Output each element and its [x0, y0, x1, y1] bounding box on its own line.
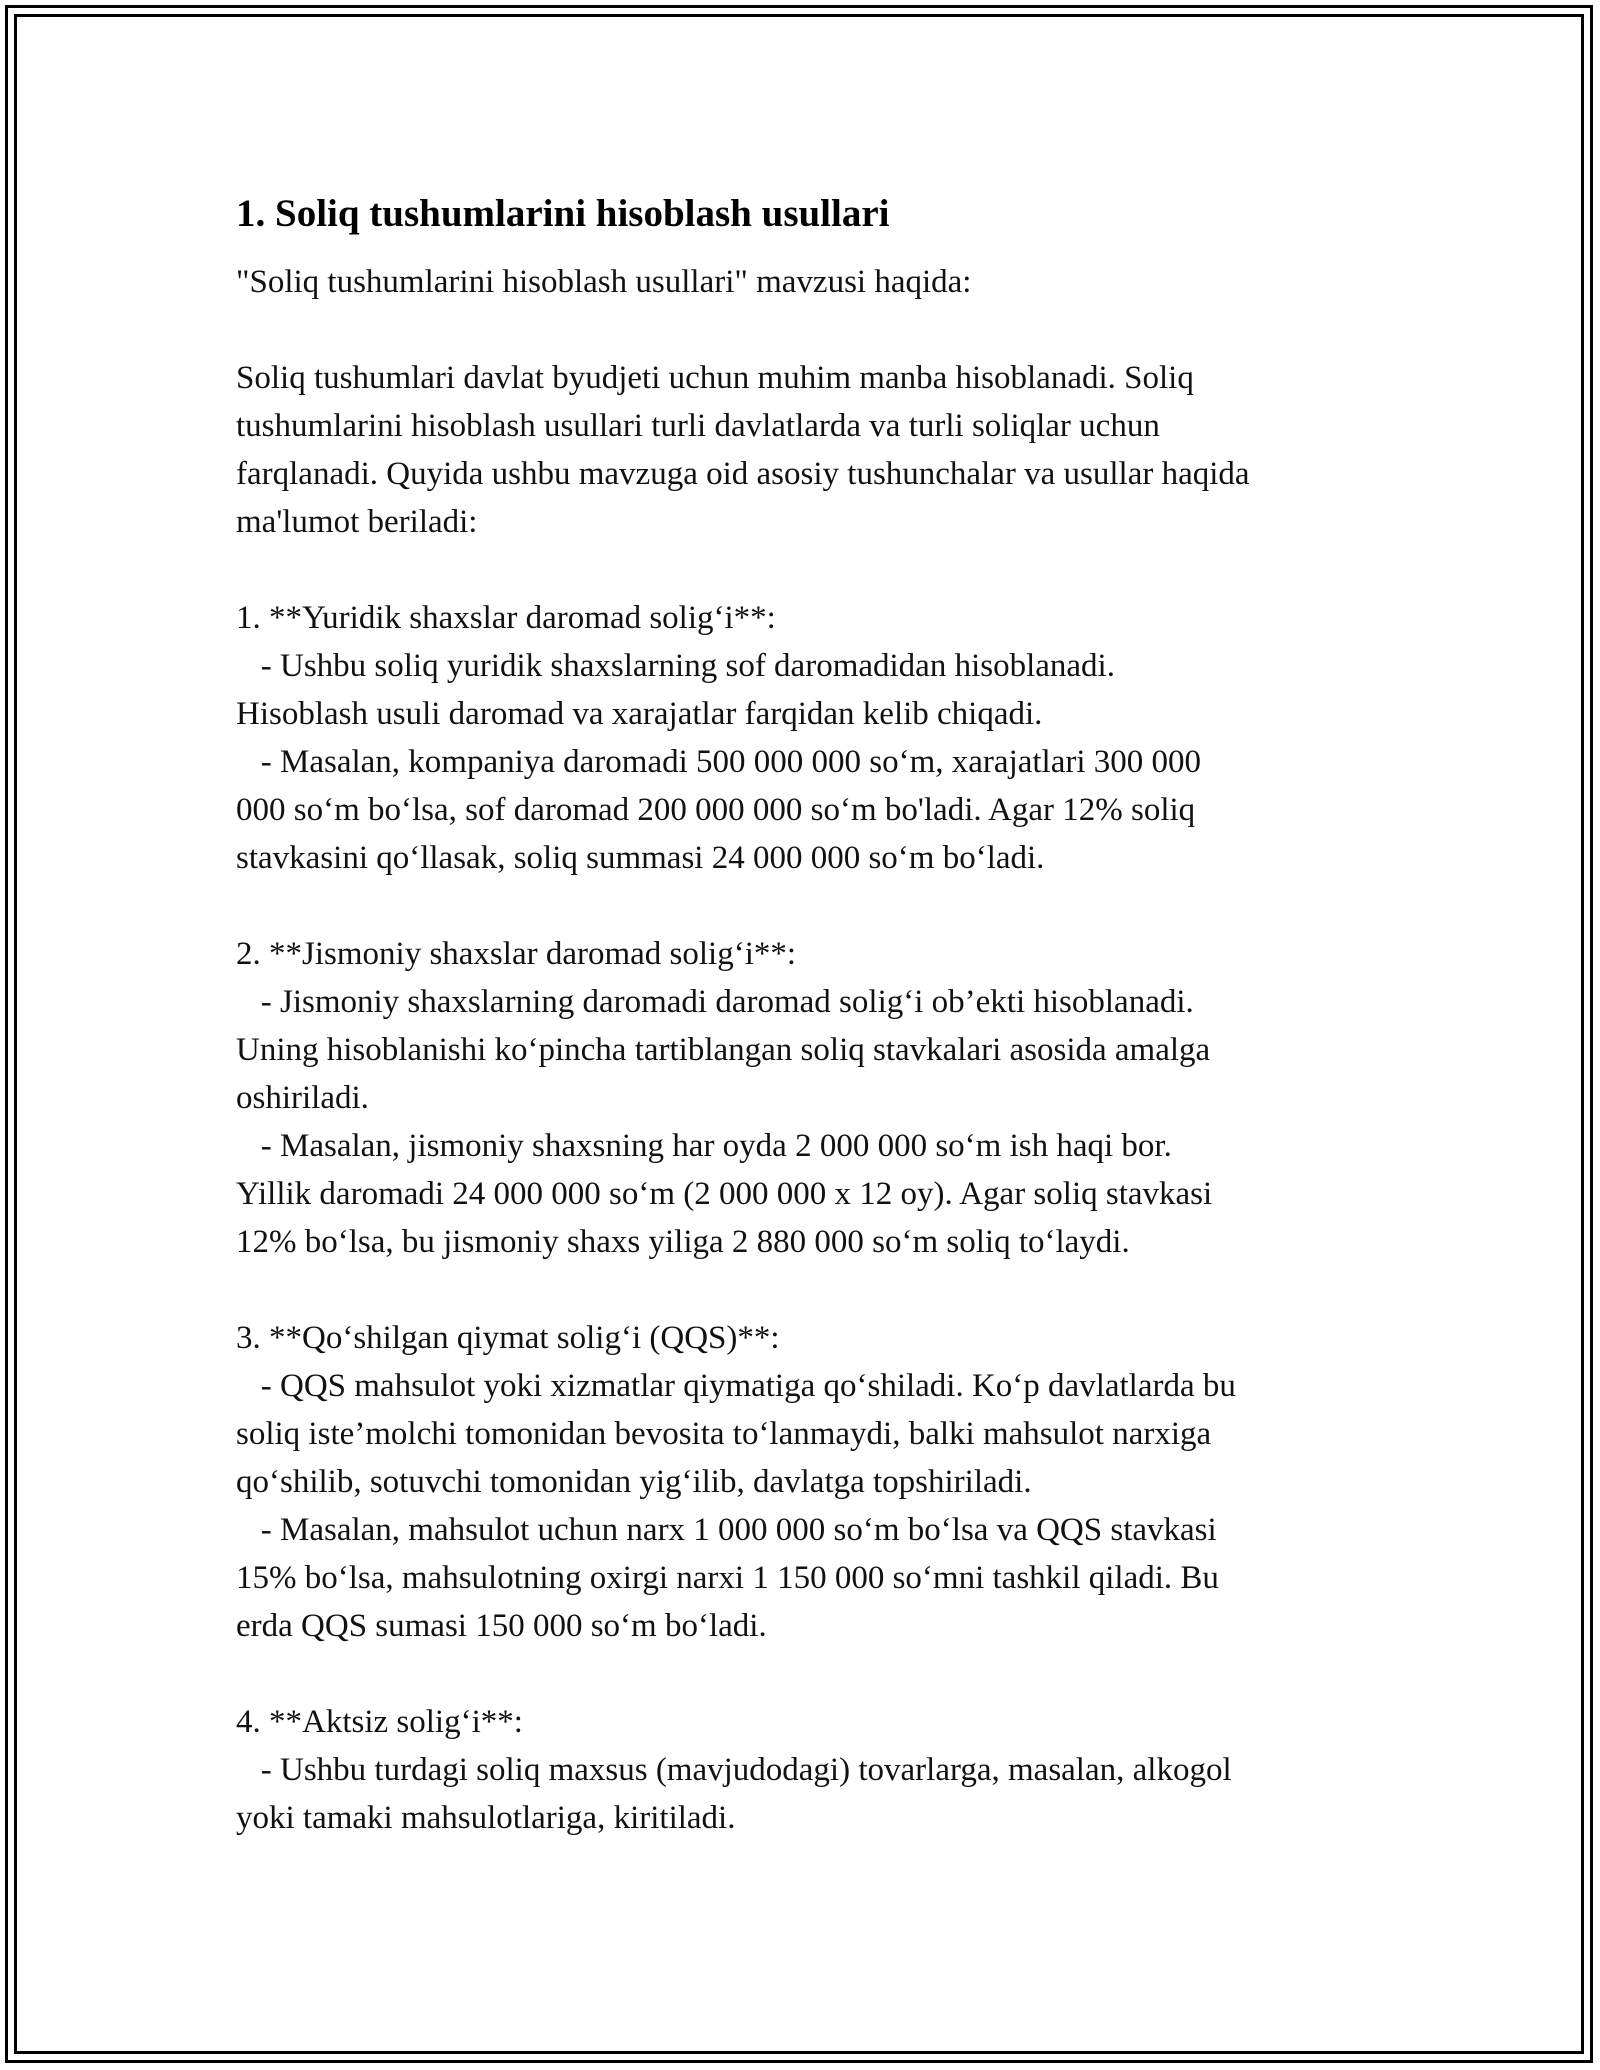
text-line: [236, 1650, 1376, 1698]
text-line: Uning hisoblanishi ko‘pincha tartiblangan soliq stavkalari asosida amalga: [236, 1032, 1211, 1068]
text-line: 000 so‘m bo‘lsa, sof daromad 200 000 000 so‘m bo'ladi. Agar 12% soliq: [236, 792, 1196, 828]
text-line: - Masalan, jismoniy shaxsning har oyda 2 000 000 so‘m ish haqi bor.: [236, 1128, 1172, 1164]
text-line: qo‘shilib, sotuvchi tomonidan yig‘ilib, davlatga topshiriladi.: [236, 1464, 1032, 1500]
text-line: - Jismoniy shaxslarning daromadi daromad solig‘i ob’ekti hisoblanadi.: [236, 984, 1194, 1020]
text-line: yoki tamaki mahsulotlariga, kiritiladi.: [236, 1800, 736, 1836]
text-line: 4. **Aktsiz solig‘i**:: [236, 1704, 523, 1740]
text-line: Yillik daromadi 24 000 000 so‘m (2 000 000 x 12 oy). Agar soliq stavkasi: [236, 1176, 1213, 1212]
text-line: 15% bo‘lsa, mahsulotning oxirgi narxi 1 150 000 so‘mni tashkil qiladi. Bu: [236, 1560, 1219, 1596]
document-body: [236, 258, 1376, 1842]
text-line: - Ushbu soliq yuridik shaxslarning sof daromadidan hisoblanadi.: [236, 648, 1115, 684]
text-line: [236, 1266, 1376, 1314]
text-line: 12% bo‘lsa, bu jismoniy shaxs yiliga 2 880 000 so‘m soliq to‘laydi.: [236, 1224, 1130, 1260]
text-line: "Soliq tushumlarini hisoblash usullari" mavzusi haqida:: [236, 264, 972, 300]
document-title: 1. Soliq tushumlarini hisoblash usullari: [236, 192, 890, 235]
text-line: 2. **Jismoniy shaxslar daromad solig‘i**:: [236, 936, 797, 972]
document-content: [236, 188, 1376, 1842]
text-line: 1. **Yuridik shaxslar daromad solig‘i**:: [236, 600, 776, 636]
text-line: [236, 546, 1376, 594]
text-line: - QQS mahsulot yoki xizmatlar qiymatiga qo‘shiladi. Ko‘p davlatlarda bu: [236, 1368, 1236, 1404]
text-line: soliq iste’molchi tomonidan bevosita to‘lanmaydi, balki mahsulot narxiga: [236, 1416, 1212, 1452]
text-line: erda QQS sumasi 150 000 so‘m bo‘ladi.: [236, 1608, 767, 1644]
text-line: oshiriladi.: [236, 1080, 369, 1116]
text-line: tushumlarini hisoblash usullari turli davlatlarda va turli soliqlar uchun: [236, 408, 1160, 444]
text-line: - Ushbu turdagi soliq maxsus (mavjudodagi) tovarlarga, masalan, alkogol: [236, 1752, 1232, 1788]
text-line: [236, 306, 1376, 354]
text-line: [236, 882, 1376, 930]
text-line: - Masalan, kompaniya daromadi 500 000 000 so‘m, xarajatlari 300 000: [236, 744, 1202, 780]
text-line: stavkasini qo‘llasak, soliq summasi 24 000 000 so‘m bo‘ladi.: [236, 840, 1045, 876]
text-line: farqlanadi. Quyida ushbu mavzuga oid asosiy tushunchalar va usullar haqida: [236, 456, 1250, 492]
text-line: Soliq tushumlari davlat byudjeti uchun muhim manba hisoblanadi. Soliq: [236, 360, 1194, 396]
text-line: 3. **Qo‘shilgan qiymat solig‘i (QQS)**:: [236, 1320, 780, 1356]
text-line: - Masalan, mahsulot uchun narx 1 000 000 so‘m bo‘lsa va QQS stavkasi: [236, 1512, 1217, 1548]
text-line: Hisoblash usuli daromad va xarajatlar farqidan kelib chiqadi.: [236, 696, 1043, 732]
text-line: ma'lumot beriladi:: [236, 504, 478, 540]
